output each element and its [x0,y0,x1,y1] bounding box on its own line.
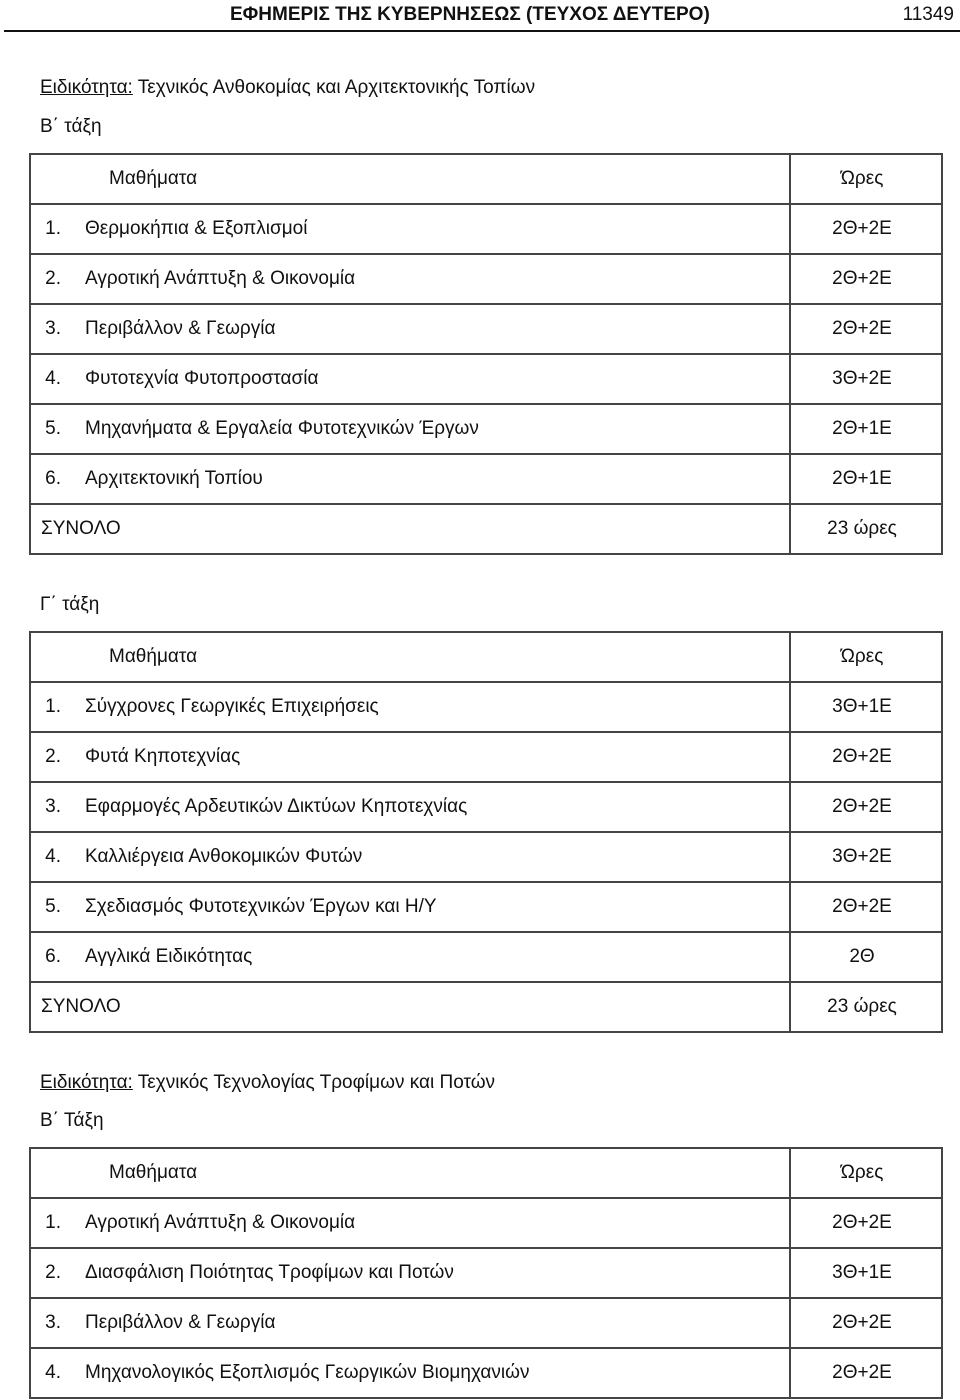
table-row [30,1348,942,1398]
subject-cell [30,882,790,932]
subject-cell [30,204,790,254]
total-label: ΣΥΝΟΛΟ [30,982,790,1032]
subject-cell [30,732,790,782]
row-number: 1. [45,696,61,717]
page-header [0,0,960,30]
table-row [30,354,942,404]
row-number: 2. [45,1262,61,1283]
hours-cell: 2Θ+2Ε [790,782,942,832]
subject-name: Περιβάλλον & Γεωργία [85,318,276,339]
hours-cell: 2Θ+2Ε [790,732,942,782]
table-row [30,1198,942,1248]
table-header-row [30,154,942,204]
hours-cell: 2Θ+2Ε [790,1298,942,1348]
subject-cell [30,1248,790,1298]
row-number: 6. [45,468,61,489]
col-header-hours: Ώρες [790,154,942,204]
subject-name: Σχεδιασμός Φυτοτεχνικών Έργων και Η/Υ [85,896,437,917]
table-row [30,454,942,504]
total-row [30,504,942,554]
table-row [30,254,942,304]
specialty-heading [40,1072,495,1094]
row-number: 6. [45,946,61,967]
subject-cell [30,1348,790,1398]
subject-cell [30,454,790,504]
total-row [30,982,942,1032]
row-number: 4. [45,846,61,867]
subject-cell [30,304,790,354]
row-number: 3. [45,318,61,339]
course-table [29,631,943,1033]
gazette-title: ΕΦΗΜΕΡΙΣ ΤΗΣ ΚΥΒΕΡΝΗΣΕΩΣ (ΤΕΥΧΟΣ ΔΕΥΤΕΡΟ) [230,4,710,25]
subject-cell [30,254,790,304]
subject-name: Αγροτική Ανάπτυξη & Οικονομία [85,1212,356,1233]
row-number: 4. [45,1362,61,1383]
specialty-label: Ειδικότητα: [40,77,133,98]
subject-cell [30,932,790,982]
subject-name: Εφαρμογές Αρδευτικών Δικτύων Κηποτεχνίας [85,796,468,817]
specialty-name: Τεχνικός Τεχνολογίας Τροφίμων και Ποτών [137,1072,496,1093]
total-value: 23 ώρες [790,982,942,1032]
row-number: 1. [45,1212,61,1233]
hours-cell: 3Θ+1Ε [790,1248,942,1298]
table-header-row [30,1148,942,1198]
table-row [30,404,942,454]
total-value: 23 ώρες [790,504,942,554]
row-number: 3. [45,1312,61,1333]
row-number: 4. [45,368,61,389]
subject-name: Σύγχρονες Γεωργικές Επιχειρήσεις [85,696,379,717]
table-row [30,304,942,354]
subject-name: Καλλιέργεια Ανθοκομικών Φυτών [85,846,363,867]
hours-cell: 2Θ+2Ε [790,1348,942,1398]
subject-cell [30,832,790,882]
table-row [30,782,942,832]
subject-name: Μηχανήματα & Εργαλεία Φυτοτεχνικών Έργων [85,418,479,439]
table-row [30,1298,942,1348]
row-number: 3. [45,796,61,817]
specialty-label: Ειδικότητα: [40,1072,133,1093]
hours-cell: 2Θ+2Ε [790,1198,942,1248]
table-row [30,682,942,732]
hours-cell: 3Θ+2Ε [790,354,942,404]
hours-cell: 2Θ+2Ε [790,882,942,932]
subject-name: Περιβάλλον & Γεωργία [85,1312,276,1333]
col-header-hours: Ώρες [790,1148,942,1198]
table-row [30,732,942,782]
subject-name: Αρχιτεκτονική Τοπίου [85,468,263,489]
subject-name: Αγροτική Ανάπτυξη & Οικονομία [85,268,356,289]
subject-name: Φυτοτεχνία Φυτοπροστασία [85,368,319,389]
table-row [30,932,942,982]
hours-cell: 2Θ+1Ε [790,404,942,454]
hours-cell: 2Θ+2Ε [790,204,942,254]
subject-cell [30,1198,790,1248]
row-number: 2. [45,268,61,289]
subject-name: Φυτά Κηποτεχνίας [85,746,241,767]
specialty-name: Τεχνικός Ανθοκομίας και Αρχιτεκτονικής Τοπίων [137,77,536,98]
subject-cell [30,682,790,732]
col-header-hours: Ώρες [790,632,942,682]
page-number: 11349 [902,4,954,25]
table-row [30,832,942,882]
subject-cell [30,1298,790,1348]
row-number: 5. [45,896,61,917]
table-row [30,882,942,932]
hours-cell: 3Θ+1Ε [790,682,942,732]
total-label: ΣΥΝΟΛΟ [30,504,790,554]
hours-cell: 2Θ+2Ε [790,254,942,304]
specialty-heading [40,77,535,99]
subject-cell [30,354,790,404]
subject-cell [30,404,790,454]
hours-cell: 2Θ+2Ε [790,304,942,354]
row-number: 1. [45,218,61,239]
table-row [30,1248,942,1298]
table-header-row [30,632,942,682]
row-number: 5. [45,418,61,439]
class-title: Β΄ τάξη [40,116,102,137]
subject-name: Αγγλικά Ειδικότητας [85,946,253,967]
header-rule [4,30,960,32]
hours-cell: 3Θ+2Ε [790,832,942,882]
course-table [29,153,943,555]
col-header-subjects: Μαθήματα [30,632,790,682]
subject-name: Μηχανολογικός Εξοπλισμός Γεωργικών Βιομηχανιών [85,1362,530,1383]
class-title: Γ΄ τάξη [40,594,100,615]
subject-cell [30,782,790,832]
col-header-subjects: Μαθήματα [30,154,790,204]
course-table [29,1147,943,1399]
class-title: Β΄ Τάξη [40,1110,104,1131]
table-row [30,204,942,254]
subject-name: Διασφάλιση Ποιότητας Τροφίμων και Ποτών [85,1262,454,1283]
col-header-subjects: Μαθήματα [30,1148,790,1198]
row-number: 2. [45,746,61,767]
hours-cell: 2Θ [790,932,942,982]
hours-cell: 2Θ+1Ε [790,454,942,504]
subject-name: Θερμοκήπια & Εξοπλισμοί [85,218,308,239]
